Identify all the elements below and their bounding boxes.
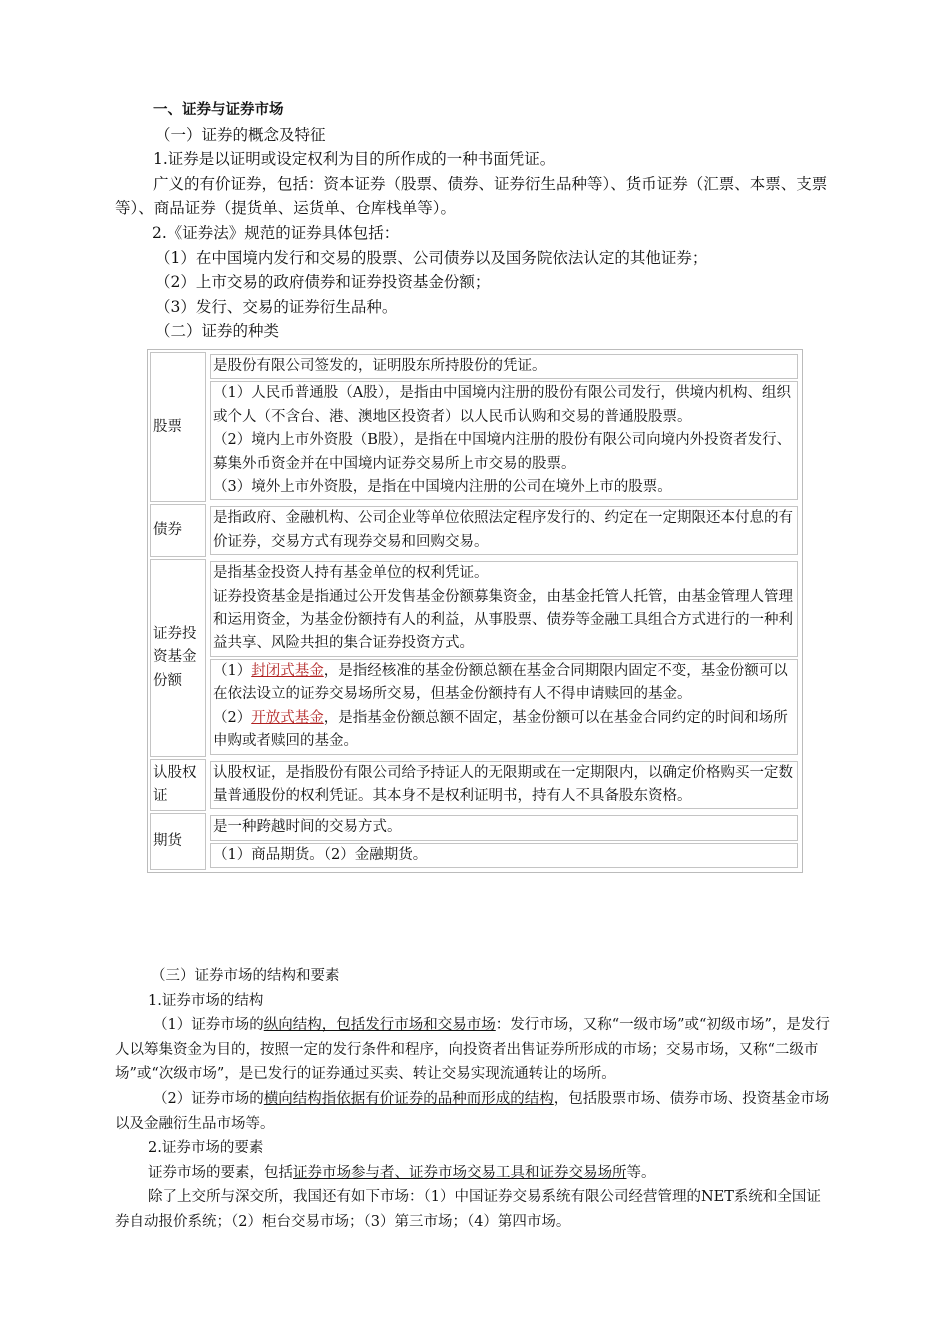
cell-line: 证券投资基金是指通过公开发售基金份额募集资金，由基金托管人托管，由基金管理人管理和运用资金，为基金份额持有人的利益，从事股票、债券等金融工具组合方式进行的一种利益共享、风险共担的集合证券投资方式。 xyxy=(213,588,793,652)
cell-line: 是指基金投资人持有基金单位的权利凭证。 xyxy=(213,565,489,582)
cell-line xyxy=(213,660,795,707)
text: ，是指基金份额总额不固定，基金份额可以在基金合同约定的时间和场所申购或者赎回的基金。 xyxy=(213,709,788,750)
text: （1） xyxy=(213,662,252,679)
cell xyxy=(210,561,798,657)
underlined-text: 横向结构指依据有价证券的品种而形成的结构 xyxy=(263,1090,554,1107)
paragraph xyxy=(115,1013,835,1087)
table-row xyxy=(150,352,800,502)
securities-types-table xyxy=(147,349,803,873)
cell-line: （2）境内上市外资股（B股），是指在中国境内注册的股份有限公司向境内外投资者发行、募集外币资金并在中国境内证券交易所上市交易的股票。 xyxy=(213,432,792,472)
closed-end-fund-link[interactable]: 封闭式基金 xyxy=(251,662,324,679)
row-label: 证券投资基金份额 xyxy=(150,559,206,756)
cell: 是股份有限公司签发的，证明股东所持股份的凭证。 xyxy=(210,354,798,379)
document-body-lower xyxy=(115,964,835,1235)
paragraph: （1）在中国境内发行和交易的股票、公司债券以及国务院依法认定的其他证券； xyxy=(155,248,708,267)
subsection-title: （二）证券的种类 xyxy=(155,322,280,341)
text: 等。 xyxy=(626,1164,656,1181)
row-label: 股票 xyxy=(150,352,206,502)
subsection-title: （三）证券市场的结构和要素 xyxy=(151,968,340,984)
cell: 认股权证，是指股份有限公司给予持证人的无限期或在一定期限内，以确定价格购买一定数量普通股份的权利凭证。其本身不是权利证明书，持有人不具备股东资格。 xyxy=(210,761,798,810)
cell: 是一种跨越时间的交易方式。 xyxy=(210,815,798,840)
paragraph xyxy=(115,1087,835,1136)
paragraph: （3）发行、交易的证券衍生品种。 xyxy=(155,297,398,316)
cell xyxy=(210,659,798,755)
text: ，包括股票市场、债券市场、投资基金市场以及金融衍生品市场等。 xyxy=(115,1090,830,1132)
cell-line: （1）人民币普通股（A股），是指由中国境内注册的股份有限公司发行，供境内机构、组织或个人（不含台、港、澳地区投资者）以人民币认购和交易的普通股股票。 xyxy=(213,385,791,425)
underlined-text: 纵向结构，包括发行市场和交易市场 xyxy=(263,1017,496,1034)
cell-line xyxy=(213,707,795,754)
paragraph: 2.证券市场的要素 xyxy=(148,1140,264,1157)
table-row xyxy=(150,504,800,557)
table-row xyxy=(150,813,800,870)
paragraph: （2）上市交易的政府债券和证券投资基金份额； xyxy=(155,273,491,292)
cell xyxy=(210,381,798,500)
document-body xyxy=(115,98,835,344)
row-label: 期货 xyxy=(150,813,206,870)
row-label: 认股权证 xyxy=(150,759,206,812)
cell-line: （3）境外上市外资股，是指在中国境内注册的公司在境外上市的股票。 xyxy=(213,479,672,496)
text: （2） xyxy=(213,709,252,726)
section-title: 一、证券与证券市场 xyxy=(153,101,284,118)
text: （1）证券市场的 xyxy=(153,1017,264,1034)
subsection-title: （一）证券的概念及特征 xyxy=(155,125,326,144)
paragraph: 2.《证券法》规范的证券具体包括： xyxy=(152,223,400,242)
paragraph: 除了上交所与深交所，我国还有如下市场：（1）中国证券交易系统有限公司经营管理的NET系统和全国证券自动报价系统；（2）柜台交易市场；（3）第三市场；（4）第四市场。 xyxy=(115,1189,821,1230)
paragraph: 1.证券市场的结构 xyxy=(148,992,264,1009)
text: （2）证券市场的 xyxy=(153,1090,264,1107)
table-row xyxy=(150,559,800,756)
paragraph: 广义的有价证券，包括：资本证券（股票、债券、证券衍生品种等）、货币证券（汇票、本票、支票等）、商品证券（提货单、运货单、仓库栈单等）。 xyxy=(115,174,828,218)
text: ：发行市场，又称“一级市场”或“初级市场”，是发行人以筹集资金为目的，按照一定的发行条件和程序，向投资者出售证券所形成的市场；交易市场，又称“二级市场”或“次级市场”，是已发行的证券通过买卖、转让交易实现流通转让的场所。 xyxy=(115,1017,830,1083)
cell: （1）商品期货。（2）金融期货。 xyxy=(210,843,798,868)
text: ，是指经核准的基金份额总额在基金合同期限内固定不变，基金份额可以在依法设立的证券交易场所交易，但基金份额持有人不得申请赎回的基金。 xyxy=(213,662,788,703)
paragraph xyxy=(115,1161,835,1186)
row-label: 债券 xyxy=(150,504,206,557)
text: 证券市场的要素，包括 xyxy=(148,1164,293,1181)
cell: 是指政府、金融机构、公司企业等单位依照法定程序发行的、约定在一定期限还本付息的有价证券，交易方式有现券交易和回购交易。 xyxy=(210,506,798,555)
paragraph: 1.证券是以证明或设定权利为目的所作成的一种书面凭证。 xyxy=(153,150,556,169)
underlined-text: 证券市场参与者、证券市场交易工具和证券交易场所 xyxy=(293,1164,627,1181)
open-end-fund-link[interactable]: 开放式基金 xyxy=(251,709,324,726)
table-row xyxy=(150,759,800,812)
